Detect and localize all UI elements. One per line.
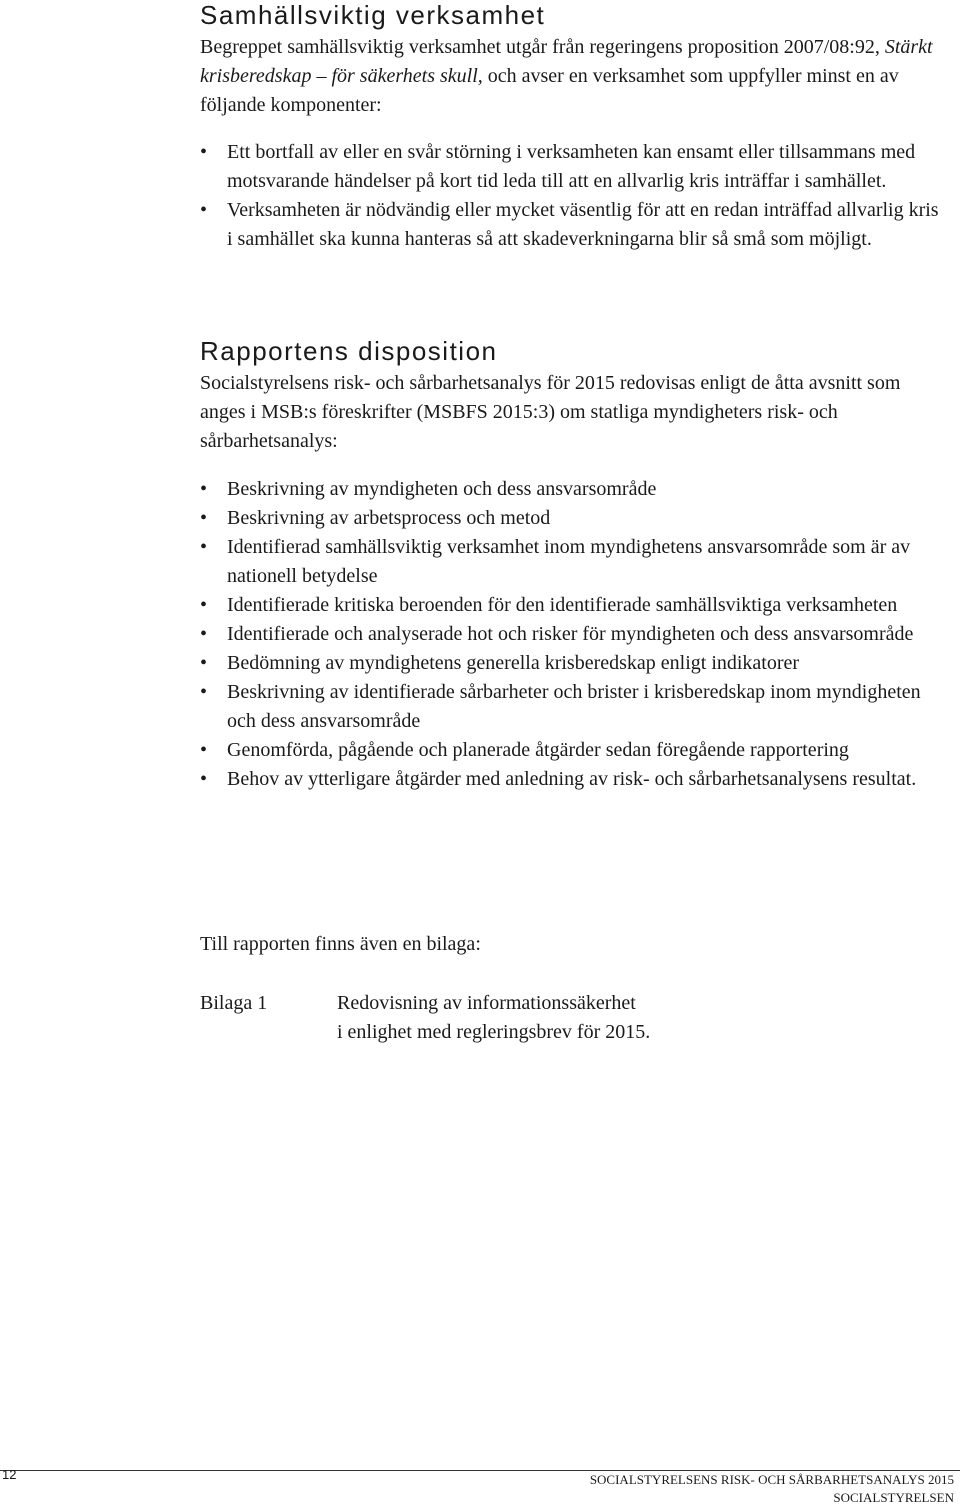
list-item [200, 533, 940, 591]
list-item-text: Identifierade kritiska beroenden för den identifierade samhällsviktiga verksamheten [227, 594, 898, 616]
list-item [200, 620, 940, 649]
intro-italic-title: Stärkt krisberedskap – för säkerhets skull, [200, 36, 933, 87]
section-intro-paragraph [200, 33, 940, 120]
component-list [200, 138, 940, 254]
bullet-icon: • [200, 199, 208, 221]
list-item [200, 765, 940, 794]
appendix-description-line: i enlighet med regleringsbrev för 2015. [337, 1021, 651, 1043]
appendix-label: Bilaga 1 [200, 992, 268, 1014]
list-item [200, 649, 940, 678]
bullet-icon: • [200, 507, 208, 529]
list-item-text: Beskrivning av arbetsprocess och metod [227, 507, 551, 529]
appendix-description [337, 989, 897, 1047]
footer-publisher: SOCIALSTYRELSEN [833, 1490, 954, 1505]
intro-text: Begreppet samhällsviktig verksamhet utgår från regeringens proposition 2007/08:92, [200, 36, 885, 58]
bullet-icon: • [200, 768, 208, 790]
appendix-intro: Till rapporten finns även en bilaga: [200, 933, 481, 955]
list-item [200, 678, 940, 736]
bullet-icon: • [200, 739, 208, 761]
footer-report-title: SOCIALSTYRELSENS RISK- OCH SÅRBARHETSANALYS 2015 [589, 1472, 954, 1487]
list-item-text: Bedömning av myndighetens generella krisberedskap enligt indikatorer [227, 652, 800, 674]
list-item [200, 138, 940, 196]
list-item-text: Identifierad samhällsviktig verksamhet inom myndighetens ansvarsområde som är av nationell betydelse [227, 536, 911, 587]
bullet-icon: • [200, 623, 208, 645]
bullet-icon: • [200, 141, 208, 163]
list-item-text: Genomförda, pågående och planerade åtgärder sedan föregående rapportering [227, 739, 849, 761]
section-heading: Samhällsviktig verksamhet [200, 0, 546, 30]
bullet-icon: • [200, 681, 208, 703]
list-item-text: Beskrivning av myndigheten och dess ansvarsområde [227, 478, 657, 500]
list-item [200, 591, 940, 620]
appendix-description-line: Redovisning av informationssäkerhet [337, 992, 636, 1014]
bullet-icon: • [200, 594, 208, 616]
page-number: 12 [2, 1467, 17, 1482]
list-item-text: Verksamheten är nödvändig eller mycket väsentlig för att en redan inträffad allvarlig kris i samhället ska kunna hanteras så att skadeverkningarna blir så små som möjligt. [227, 199, 939, 250]
bullet-icon: • [200, 478, 208, 500]
section-heading: Rapportens disposition [200, 336, 498, 366]
bullet-icon: • [200, 536, 208, 558]
list-item [200, 196, 940, 254]
footer-running-title [590, 1471, 954, 1507]
list-item-text: Behov av ytterligare åtgärder med anledning av risk- och sårbarhetsanalysens resultat. [227, 768, 917, 790]
list-item [200, 736, 940, 765]
list-item [200, 504, 940, 533]
section-intro-paragraph: Socialstyrelsens risk- och sårbarhetsanalys för 2015 redovisas enligt de åtta avsnitt som anges i MSB:s föreskrifter (MSBFS 2015:3) om statliga myndigheters risk- och sårbarhetsanalys: [200, 372, 901, 452]
list-item-text: Ett bortfall av eller en svår störning i verksamheten kan ensamt eller tillsammans med motsvarande händelser på kort tid leda till att en allvarlig kris inträffar i samhället. [227, 141, 916, 192]
bullet-icon: • [200, 652, 208, 674]
list-item-text: Beskrivning av identifierade sårbarheter och brister i krisberedskap inom myndigheten och dess ansvarsområde [227, 681, 921, 732]
disposition-list [200, 475, 940, 794]
list-item [200, 475, 940, 504]
intro-text-continued: och avser en verksamhet som uppfyller minst en av följande komponenter: [200, 65, 899, 116]
list-item-text: Identifierade och analyserade hot och risker för myndigheten och dess ansvarsområde [227, 623, 914, 645]
